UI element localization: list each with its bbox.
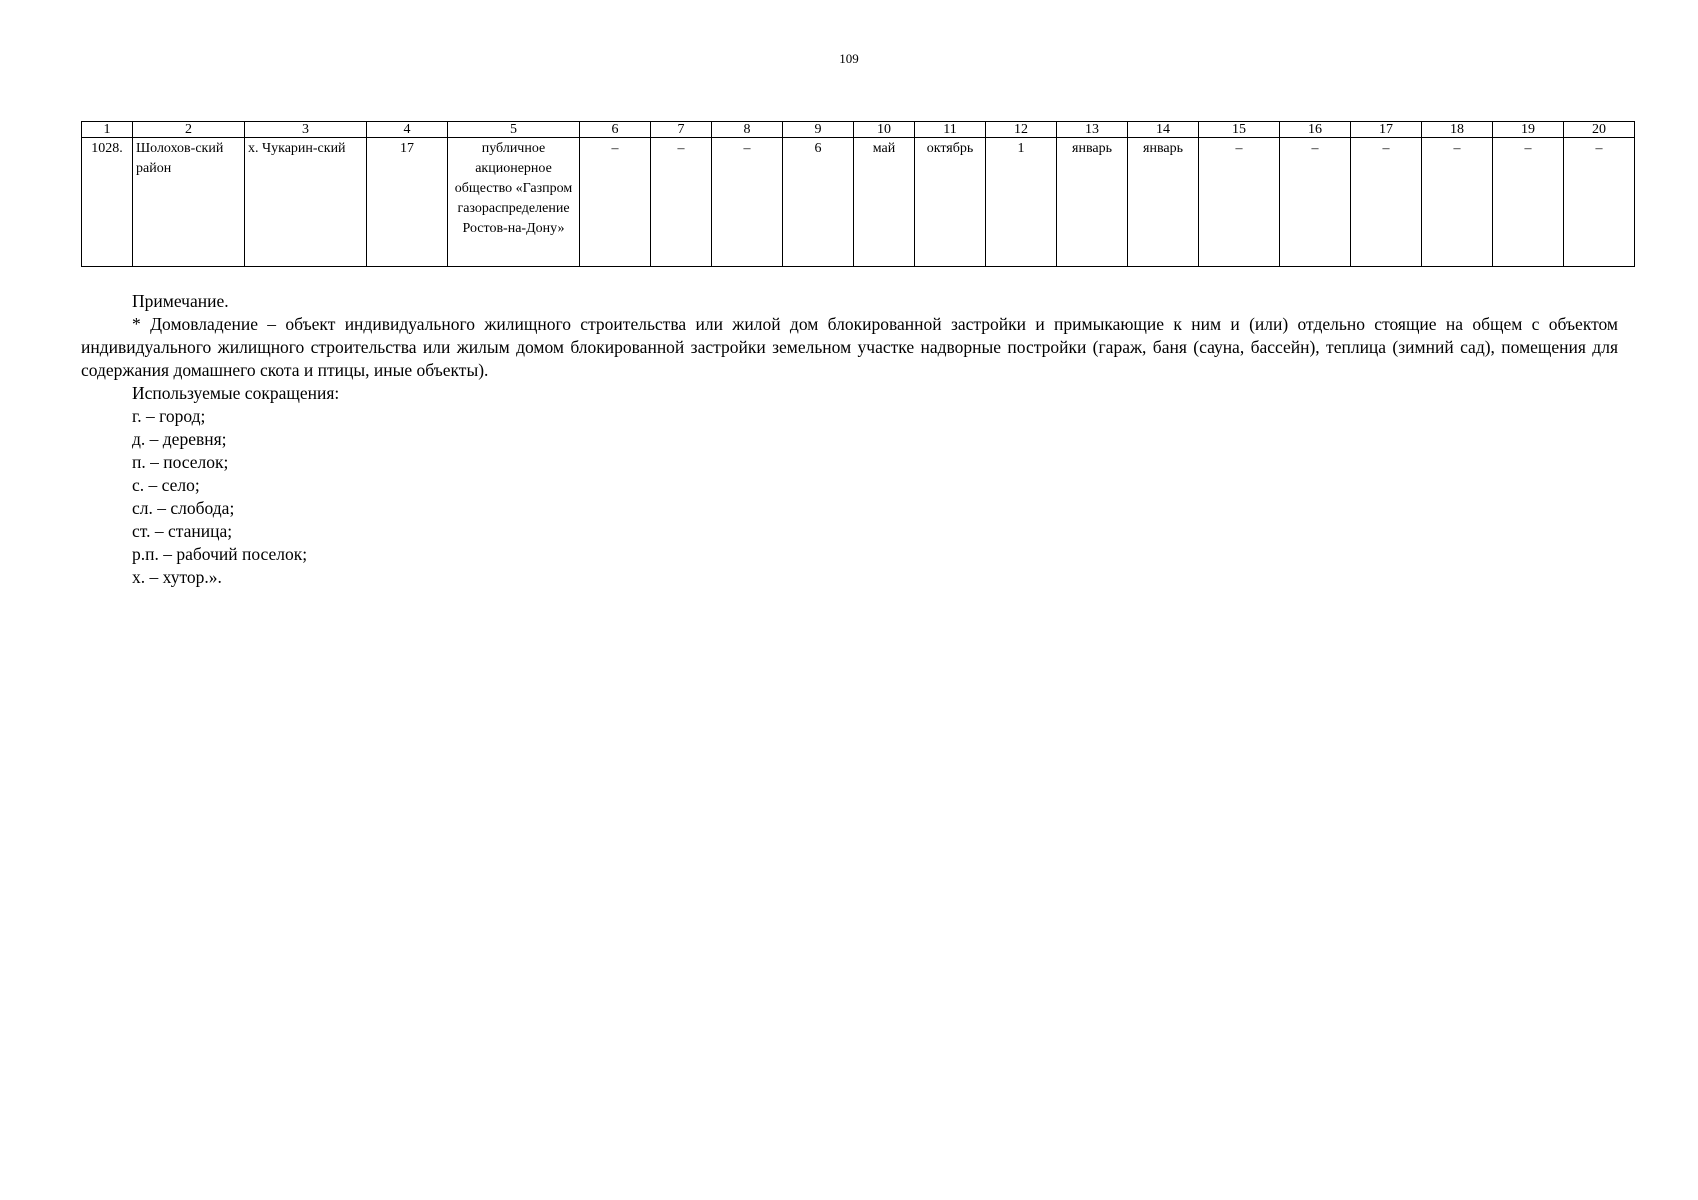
data-table — [81, 121, 1635, 267]
table-cell: – — [1199, 138, 1280, 267]
column-header: 8 — [712, 122, 783, 138]
district-cell: Шолохов-ский район — [133, 138, 245, 267]
table-cell: 1 — [986, 138, 1057, 267]
table-cell: – — [651, 138, 712, 267]
abbreviation-item: сл. – слобода; — [132, 498, 235, 518]
column-header: 2 — [133, 122, 245, 138]
notes-section — [81, 290, 1618, 589]
table-cell: январь — [1057, 138, 1128, 267]
page-number: 109 — [839, 51, 859, 66]
column-header: 6 — [580, 122, 651, 138]
table-cell: октябрь — [915, 138, 986, 267]
table-cell: май — [854, 138, 915, 267]
table-row — [82, 138, 1635, 267]
column-header: 9 — [783, 122, 854, 138]
abbreviation-item: с. – село; — [132, 475, 200, 495]
row-number-cell: 1028. — [82, 138, 133, 267]
abbreviations-title: Используемые сокращения: — [132, 383, 340, 403]
column-header: 10 — [854, 122, 915, 138]
column-header: 15 — [1199, 122, 1280, 138]
column-header: 18 — [1422, 122, 1493, 138]
footnote-text: * Домовладение – объект индивидуального жилищного строительства или жилой дом блокированной застройки и примыкающие к ним и (или) отдельно стоящие на общем с объектом индивидуального жилищного строительства или жилым домом блокированной застройки земельном участке надворные постройки (гараж, баня (сауна, бассейн), теплица (зимний сад), помещения для содержания домашнего скота и птицы, иные объекты). — [81, 314, 1618, 380]
column-header: 7 — [651, 122, 712, 138]
abbreviation-item: д. – деревня; — [132, 429, 227, 449]
abbreviation-item: п. – поселок; — [132, 452, 229, 472]
abbreviation-item: г. – город; — [132, 406, 206, 426]
column-header: 1 — [82, 122, 133, 138]
table-cell: – — [1564, 138, 1635, 267]
column-header: 3 — [245, 122, 367, 138]
table-cell: – — [1280, 138, 1351, 267]
table-cell: январь — [1128, 138, 1199, 267]
abbreviation-item: ст. – станица; — [132, 521, 233, 541]
column-header: 16 — [1280, 122, 1351, 138]
abbreviation-item: р.п. – рабочий поселок; — [132, 544, 308, 564]
table-cell: – — [712, 138, 783, 267]
table-cell: – — [580, 138, 651, 267]
column-header: 14 — [1128, 122, 1199, 138]
notes-title: Примечание. — [132, 291, 229, 311]
table-cell: 6 — [783, 138, 854, 267]
organization-cell: публичное акционерное общество «Газпром газораспределение Ростов-на-Дону» — [448, 138, 580, 267]
settlement-cell: х. Чукарин-ский — [245, 138, 367, 267]
table-cell: – — [1351, 138, 1422, 267]
table-cell: – — [1493, 138, 1564, 267]
count-cell: 17 — [367, 138, 448, 267]
abbreviation-item: х. – хутор.». — [132, 567, 222, 587]
column-header: 11 — [915, 122, 986, 138]
column-header: 19 — [1493, 122, 1564, 138]
table-header-row — [82, 122, 1635, 138]
column-header: 4 — [367, 122, 448, 138]
column-header: 13 — [1057, 122, 1128, 138]
column-header: 12 — [986, 122, 1057, 138]
table-cell: – — [1422, 138, 1493, 267]
column-header: 20 — [1564, 122, 1635, 138]
column-header: 5 — [448, 122, 580, 138]
column-header: 17 — [1351, 122, 1422, 138]
